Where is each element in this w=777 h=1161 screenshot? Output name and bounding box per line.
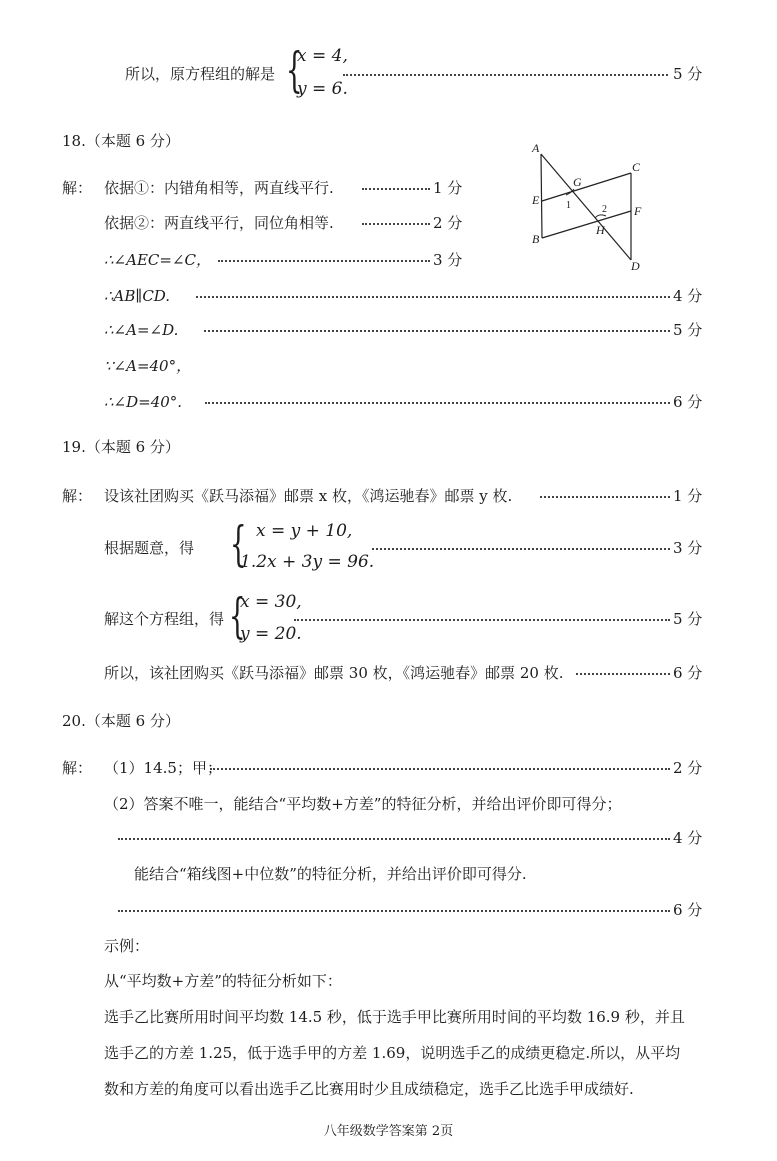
q19-sol-eq1: x = 30, bbox=[240, 592, 302, 612]
angle-label-2: 2 bbox=[602, 204, 607, 215]
point-label-h: H bbox=[596, 223, 605, 237]
dot-leader bbox=[118, 902, 670, 912]
score: 6 分 bbox=[673, 393, 703, 411]
top-lead: 所以，原方程组的解是 bbox=[125, 65, 276, 83]
q19-eq2: 1.2x + 3y = 96. bbox=[240, 552, 375, 572]
brace-icon: { bbox=[285, 42, 303, 98]
q18-header: 18.（本题 6 分） bbox=[62, 132, 180, 150]
top-eq1: x = 4, bbox=[297, 46, 348, 66]
q18-line5: ∴∠A=∠D. bbox=[104, 321, 179, 339]
example-intro: 从“平均数+方差”的特征分析如下： bbox=[104, 972, 342, 990]
q20-line1: （1）14.5；甲； bbox=[104, 759, 222, 777]
q20-header: 20.（本题 6 分） bbox=[62, 712, 180, 730]
page-footer: 八年级数学答案第 2页 bbox=[323, 1124, 454, 1139]
score: 3 分 bbox=[673, 539, 703, 557]
example-paragraph-line1: 选手乙比赛所用时间平均数 14.5 秒，低于选手甲比赛所用时间的平均数 16.9 秒，并且 bbox=[104, 1008, 685, 1026]
brace-icon: { bbox=[228, 588, 246, 644]
q18-answer-label: 解： bbox=[62, 179, 93, 197]
geometry-figure bbox=[528, 140, 658, 275]
dot-leader bbox=[205, 394, 670, 404]
dot-leader bbox=[362, 215, 430, 225]
q20-answer-label: 解： bbox=[62, 759, 93, 777]
point-label-e: E bbox=[532, 193, 540, 207]
q19-lead-equations: 根据题意，得 bbox=[104, 539, 195, 557]
dot-leader bbox=[343, 66, 668, 76]
score: 5 分 bbox=[673, 321, 703, 339]
score: 2 分 bbox=[433, 214, 463, 232]
dot-leader bbox=[540, 488, 670, 498]
score: 5 分 bbox=[673, 610, 703, 628]
dot-leader bbox=[218, 252, 430, 262]
example-paragraph-line2: 选手乙的方差 1.25，低于选手甲的方差 1.69，说明选手乙的成绩更稳定.所以，从平均 bbox=[104, 1044, 681, 1062]
dot-leader bbox=[362, 180, 430, 190]
q19-line4: 所以，该社团购买《跃马添福》邮票 30 枚，《鸿运驰春》邮票 20 枚. bbox=[104, 664, 564, 682]
q18-line6: ∵∠A=40°， bbox=[104, 357, 192, 375]
q19-sol-eq2: y = 20. bbox=[240, 624, 302, 644]
score: 6 分 bbox=[673, 664, 703, 682]
dot-leader bbox=[118, 830, 670, 840]
dot-leader bbox=[294, 611, 670, 621]
point-label-d: D bbox=[631, 259, 640, 273]
brace-icon: { bbox=[229, 516, 247, 572]
dot-leader bbox=[210, 760, 670, 770]
q18-line7: ∴∠D=40°. bbox=[104, 393, 183, 411]
dot-leader bbox=[372, 540, 670, 550]
q19-answer-label: 解： bbox=[62, 487, 93, 505]
example-label: 示例： bbox=[104, 937, 150, 955]
point-label-f: F bbox=[634, 204, 642, 218]
score: 3 分 bbox=[433, 251, 463, 269]
point-label-a: A bbox=[532, 141, 540, 155]
top-eq2: y = 6. bbox=[297, 79, 348, 99]
q19-eq1: x = y + 10, bbox=[256, 521, 353, 541]
point-label-c: C bbox=[632, 160, 641, 174]
example-paragraph-line3: 数和方差的角度可以看出选手乙比赛用时少且成绩稳定，选手乙比选手甲成绩好. bbox=[104, 1080, 634, 1098]
score: 4 分 bbox=[673, 829, 703, 847]
angle-label-1: 1 bbox=[566, 200, 571, 211]
q20-line3: 能结合“箱线图+中位数”的特征分析，并给出评价即可得分. bbox=[134, 865, 527, 883]
score: 4 分 bbox=[673, 287, 703, 305]
score: 6 分 bbox=[673, 901, 703, 919]
score: 1 分 bbox=[673, 487, 703, 505]
score: 5 分 bbox=[673, 65, 703, 83]
dot-leader bbox=[576, 665, 670, 675]
q18-line4: ∴AB∥CD. bbox=[104, 287, 171, 305]
dot-leader bbox=[196, 288, 670, 298]
score: 1 分 bbox=[433, 179, 463, 197]
dot-leader bbox=[204, 322, 670, 332]
q18-line3: ∴∠AEC=∠C， bbox=[104, 251, 211, 269]
point-label-g: G bbox=[573, 175, 582, 189]
q19-line1: 设该社团购买《跃马添福》邮票 x 枚，《鸿运驰春》邮票 y 枚. bbox=[104, 487, 513, 505]
q19-header: 19.（本题 6 分） bbox=[62, 438, 180, 456]
q19-lead-solution: 解这个方程组，得 bbox=[104, 610, 225, 628]
q18-line2: 依据②：两直线平行，同位角相等. bbox=[104, 214, 334, 232]
point-label-b: B bbox=[532, 232, 540, 246]
score: 2 分 bbox=[673, 759, 703, 777]
q18-line1: 依据①：内错角相等，两直线平行. bbox=[104, 179, 334, 197]
q20-line2: （2）答案不唯一，能结合“平均数+方差”的特征分析，并给出评价即可得分； bbox=[104, 795, 622, 813]
